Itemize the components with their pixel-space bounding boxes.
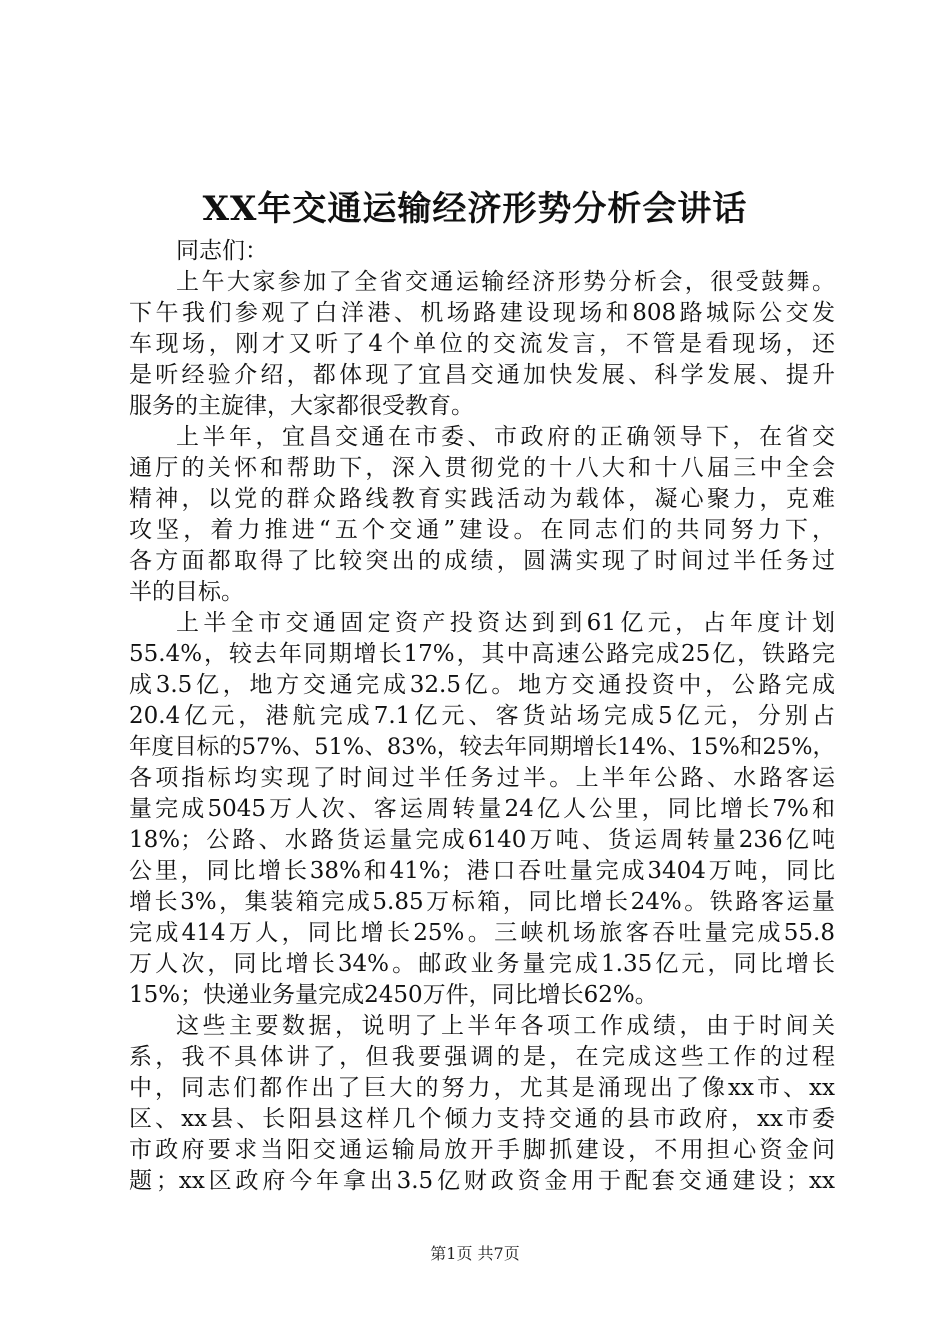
text-line: 公里，同比增长38%和41%；港口吞吐量完成3404万吨，同比: [129, 858, 835, 884]
text-line: 各项指标均实现了时间过半任务过半。上半年公路、水路客运: [129, 765, 835, 791]
text-line: 上午大家参加了全省交通运输经济形势分析会，很受鼓舞。: [176, 269, 835, 295]
text-line: 完成414万人，同比增长25%。三峡机场旅客吞吐量完成55.8: [129, 920, 835, 946]
text-line: 20.4亿元，港航完成7.1亿元、客货站场完成5亿元，分别占: [129, 703, 835, 729]
text-line: 各方面都取得了比较突出的成绩，圆满实现了时间过半任务过: [129, 548, 835, 574]
text-line: 万人次，同比增长34%。邮政业务量完成1.35亿元，同比增长: [129, 951, 835, 977]
text-line: 攻坚，着力推进“五个交通”建设。在同志们的共同努力下，: [129, 517, 835, 543]
text-line: 年度目标的57%、51%、83%，较去年同期增长14%、15%和25%，: [129, 734, 835, 760]
text-line: 同志们：: [176, 238, 268, 264]
text-line: 15%；快递业务量完成2450万件，同比增长62%。: [129, 982, 658, 1008]
text-line: 通厅的关怀和帮助下，深入贯彻党的十八大和十八届三中全会: [129, 455, 835, 481]
text-line: 系，我不具体讲了，但我要强调的是，在完成这些工作的过程: [129, 1044, 835, 1070]
text-line: 增长3%，集装箱完成5.85万标箱，同比增长24%。铁路客运量: [129, 889, 835, 915]
text-line: 是听经验介绍，都体现了宜昌交通加快发展、科学发展、提升: [129, 362, 835, 388]
text-line: 精神，以党的群众路线教育实践活动为载体，凝心聚力，克难: [129, 486, 835, 512]
text-line: 中，同志们都作出了巨大的努力，尤其是涌现出了像xx市、xx: [129, 1075, 835, 1101]
page-number: 第1页 共7页: [430, 1244, 520, 1263]
text-line: 上半全市交通固定资产投资达到到61亿元，占年度计划: [176, 610, 835, 636]
text-line: 题；xx区政府今年拿出3.5亿财政资金用于配套交通建设；xx: [129, 1168, 835, 1194]
document-body: [129, 236, 835, 1197]
text-line: 市政府要求当阳交通运输局放开手脚抓建设，不用担心资金问: [129, 1137, 835, 1163]
text-line: 成3.5亿，地方交通完成32.5亿。地方交通投资中，公路完成: [129, 672, 835, 698]
document-title: XX年交通运输经济形势分析会讲话: [202, 189, 748, 229]
text-line: 这些主要数据，说明了上半年各项工作成绩，由于时间关: [176, 1013, 835, 1039]
text-line: 车现场，刚才又听了4个单位的交流发言，不管是看现场，还: [129, 331, 835, 357]
text-line: 区、xx县、长阳县这样几个倾力支持交通的县市政府，xx市委: [129, 1106, 835, 1132]
text-line: 半的目标。: [129, 579, 244, 605]
text-line: 服务的主旋律，大家都很受教育。: [129, 393, 474, 419]
text-line: 上半年，宜昌交通在市委、市政府的正确领导下，在省交: [176, 424, 835, 450]
text-line: 下午我们参观了白洋港、机场路建设现场和808路城际公交发: [129, 300, 835, 326]
text-line: 量完成5045万人次、客运周转量24亿人公里，同比增长7%和: [129, 796, 835, 822]
text-line: 55.4%，较去年同期增长17%，其中高速公路完成25亿，铁路完: [129, 641, 835, 667]
text-line: 18%；公路、水路货运量完成6140万吨、货运周转量236亿吨: [129, 827, 835, 853]
